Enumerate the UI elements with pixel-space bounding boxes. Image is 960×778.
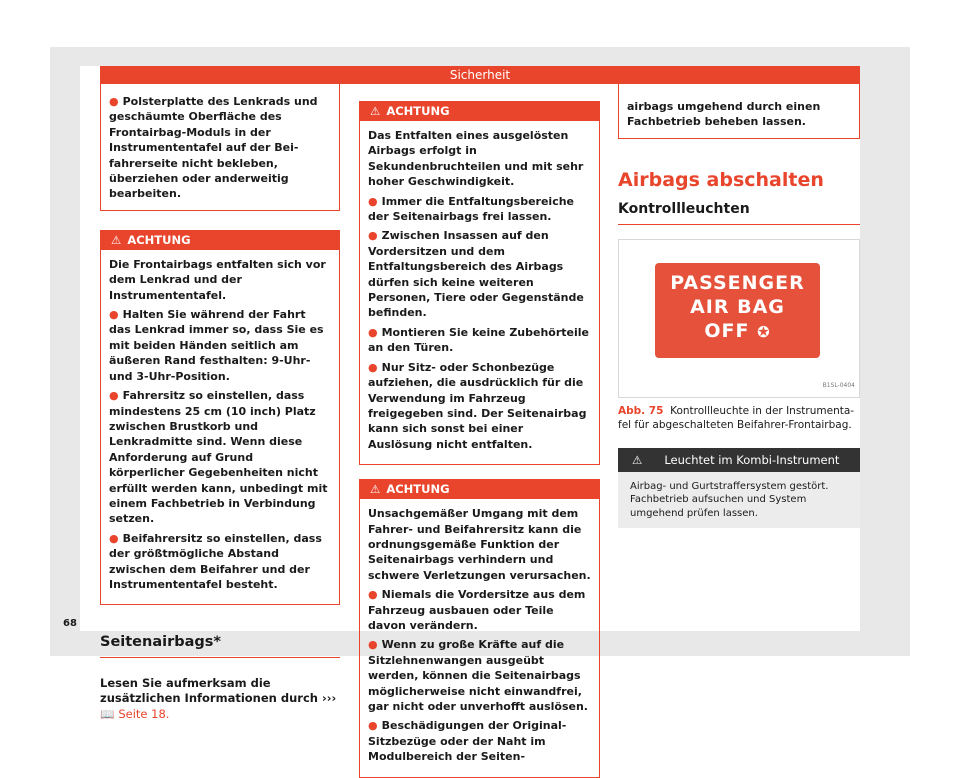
warning-header: ⚠ ACHTUNG: [360, 480, 599, 499]
info-box: Airbag- und Gurtstraffersystem gestört. Fachbetrieb aufsuchen und System umgehend prüfen lassen.: [618, 472, 860, 529]
bullet-icon: ●: [109, 308, 119, 322]
warning-continuation: airbags umgehend durch einen Fachbetrieb beheben lassen.: [618, 84, 860, 139]
passenger-airbag-off-lamp: PASSENGER AIR BAG OFF ✪: [655, 263, 820, 358]
bullet-icon: ●: [368, 194, 378, 208]
bullet-icon: ●: [368, 719, 378, 733]
warning-triangle-icon: ⚠: [111, 232, 122, 247]
column-1: [100, 84, 340, 722]
column-2: [359, 101, 600, 778]
warning-triangle-icon: ⚠: [370, 104, 381, 118]
bullet-icon: ●: [368, 588, 378, 602]
airbag-warning-icon: ⚠: [632, 452, 643, 467]
page-title: Airbags abschalten: [618, 168, 824, 191]
section-header: Sicherheit: [100, 66, 860, 84]
bullet-icon: ●: [109, 95, 119, 108]
book-icon: 📖: [100, 706, 115, 721]
info-header: ⚠ Leuchtet im Kombi-Instrument: [618, 448, 860, 472]
section-heading: Seitenairbags*: [100, 635, 340, 657]
bullet-icon: ●: [368, 229, 378, 243]
figure-image: [618, 239, 860, 398]
warning-header: ⚠ ACHTUNG: [360, 102, 599, 121]
column-3: [618, 84, 860, 528]
page-number: 68: [63, 618, 77, 629]
intro-text: Lesen Sie aufmerksam die zusätzlichen Informationen durch ››› 📖 Seite 18.: [100, 675, 337, 721]
person-airbag-icon: ✪: [757, 322, 771, 341]
figure-caption: Abb. 75 Kontrollleuchte in der Instrumentafel für abgeschalteten Beifahrer-Frontairbag.: [618, 404, 855, 431]
warning-header: ⚠ ACHTUNG: [101, 231, 339, 250]
bullet-icon: ●: [368, 638, 378, 652]
warning-continuation: ● Polsterplatte des Lenkrads und geschäumte Oberfläche des Frontairbag-Moduls in der Instrumententafel auf der Beifahrerseite nicht bekleben, überziehen oder anderweitig bearbeiten.: [100, 84, 340, 211]
warning-triangle-icon: ⚠: [370, 482, 381, 497]
bullet-icon: ●: [109, 389, 119, 403]
warning-box: ⚠ ACHTUNG Unsachgemäßer Umgang mit dem Fahrer- und Beifahrersitz kann die ordnungsgemäße Funktion der Seitenairbags verhindern und schwere Verletzungen verursachen. ● Niemals die Vordersitze aus dem Fahrzeug ausbauen oder Teile davon verändern. ● Wenn zu große Kräfte auf die Sitzlehnenwangen ausgeübt werden, können die Seitenairbags möglicherweise nicht einwandfrei, gar nicht oder unverhofft auslösen. ● Beschädigungen der Original-Sitzbezüge oder der Naht im Modulbereich der Seiten-: [359, 479, 600, 778]
bullet-icon: ●: [109, 531, 119, 545]
page-link[interactable]: Seite 18: [118, 706, 166, 721]
bullet-icon: ●: [368, 325, 378, 339]
subsection-heading: Kontrollleuchten: [618, 202, 860, 224]
warning-box: ⚠ ACHTUNG Das Entfalten eines ausgelösten Airbags erfolgt in Sekundenbruchteilen und mit sehr hoher Geschwindigkeit. ● Immer die Entfaltungsbereiche der Seitenairbags frei lassen. ● Zwischen Insassen auf den Vordersitzen und dem Entfaltungsbereich des Airbags dürfen sich keine weiteren Personen, Tiere oder Gegenstände befinden. ● Montieren Sie keine Zubehörteile an den Türen. ● Nur Sitz- oder Schonbezüge aufziehen, die ausdrücklich für die Verwendung im Fahrzeug freigegeben sind. Der Seitenairbag kann sich sonst bei einer Auslösung nicht entfalten.: [359, 101, 600, 465]
bullet-icon: ●: [368, 360, 378, 374]
figure-code: B1SL-0404: [822, 382, 855, 390]
warning-box: ⚠ ACHTUNG Die Frontairbags entfalten sich vor dem Lenkrad und der Instrumententafel. ● Halten Sie während der Fahrt das Lenkrad immer so, dass Sie es mit beiden Händen seitlich am äußeren Rand festhalten: 9-Uhr- und 3-Uhr-Position. ● Fahrersitz so einstellen, dass mindestens 25 cm (10 inch) Platz zwischen Brustkorb und Lenkradmitte sind. Wenn diese Anforderung auf Grund körperlicher Gegebenheiten nicht erfüllt werden kann, unbedingt mit einem Fachbetrieb in Verbindung setzen. ● Beifahrersitz so einstellen, dass der größtmögliche Abstand zwischen dem Beifahrer und der Instrumententafel besteht.: [100, 230, 340, 606]
